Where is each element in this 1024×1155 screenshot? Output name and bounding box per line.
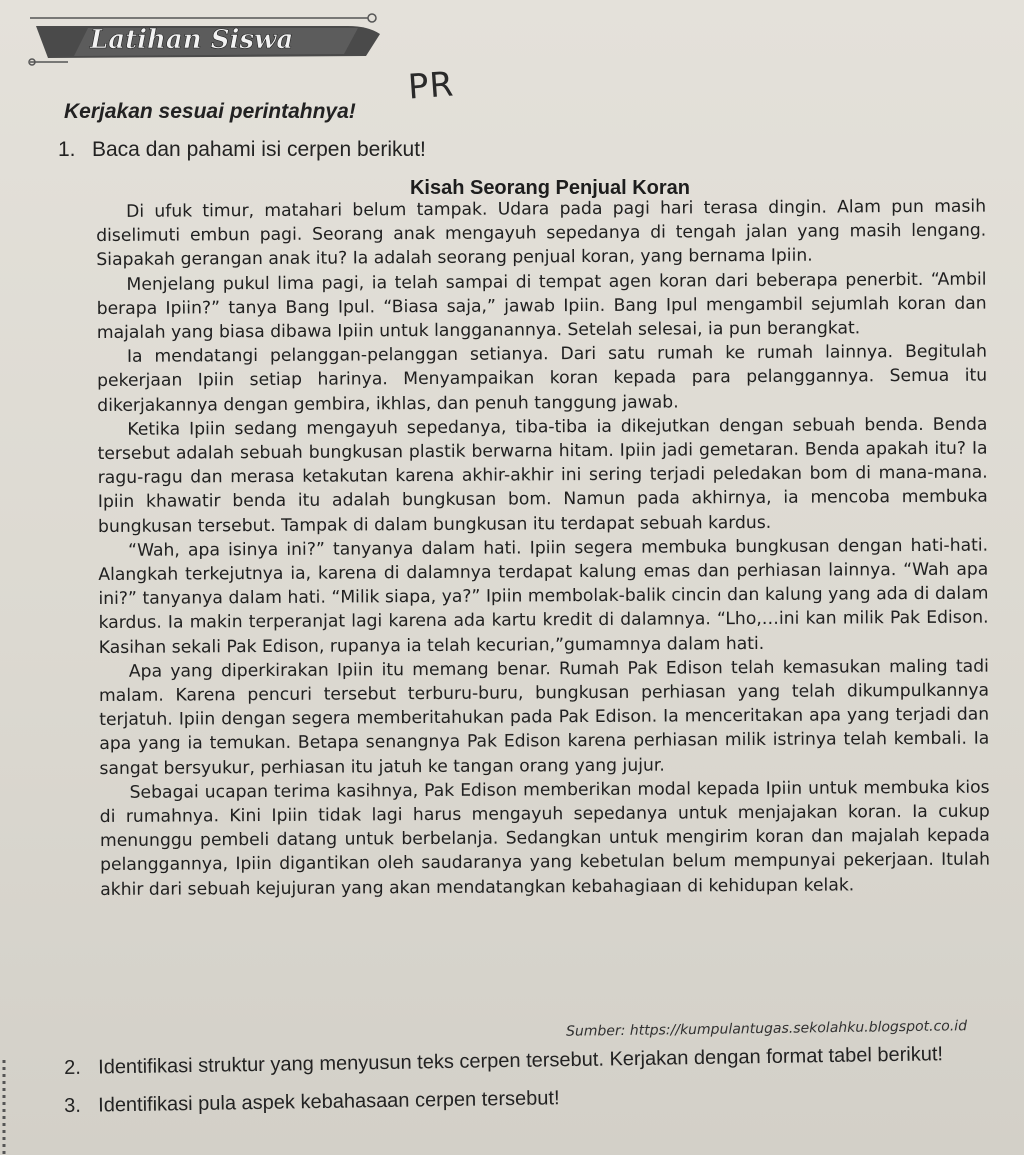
binding-edge-marks [0, 1060, 10, 1155]
question-3-text: Identifikasi pula aspek kebahasaan cerpen tersebut! [97, 1087, 560, 1117]
story-paragraph: “Wah, apa isinya ini?” tanyanya dalam hati. Ipiin segera membuka bungkusan dengan hati-hati. Alangkah terkejutnya ia, karena di dalamnya terdapat kalung emas dan perhiasan lainnya. “Wah apa ini?” tanyanya dalam hati. “Milik siapa, ya?” Ipiin membolak-balik cincin dan kalung yang ada di dalam kardus. Ia makin terperanjat lagi karena ada kartu kredit di dalamnya. “Lho,…ini kan milik Pak Edison. Kasihan sekali Pak Edison, rupanya ia telah kecurian,”gumamnya dalam hati. [98, 535, 989, 658]
question-3 [64, 1087, 560, 1118]
question-2 [64, 1043, 943, 1080]
story-paragraph: Ia mendatangi pelanggan-pelanggan setianya. Dari satu rumah ke rumah lainnya. Begitulah pekerjaan Ipiin setiap harinya. Menyampaikan koran kepada para pelanggannya. Semua itu dikerjakannya dengan gembira, ikhlas, dan penuh tanggung jawab. [97, 341, 988, 416]
question-1-text: Baca dan pahami isi cerpen berikut! [92, 138, 426, 161]
handwritten-note: PR [406, 64, 456, 108]
story-source: Sumber: https://kumpulantugas.sekolahku.blogspot.co.id [565, 1018, 968, 1040]
story-title: Kisah Seorang Penjual Koran [409, 177, 691, 199]
question-2-number: 2. [64, 1056, 82, 1079]
banner-title: Latihan Siswa [90, 25, 294, 55]
latihan-siswa-banner [28, 12, 388, 66]
question-2-text: Identifikasi struktur yang menyusun teks cerpen tersebut. Kerjakan dengan format tabel berikut! [97, 1043, 944, 1079]
story-paragraph: Ketika Ipiin sedang mengayuh sepedanya, tiba-tiba ia dikejutkan dengan sebuah benda. Benda tersebut adalah sebuah bungkusan plastik berwarna hitam. Ipiin jadi gemetaran. Benda apakah itu? Ia ragu-ragu dan merasa ketakutan karena akhir-akhir ini sering terjadi peledakan bom di mana-mana. Ipiin khawatir benda itu adalah bungkusan bom. Namun pada akhirnya, ia mencoba membuka bungkusan tersebut. Tampak di dalam bungkusan itu terdapat sebuah kardus. [97, 414, 988, 537]
question-3-number: 3. [64, 1094, 82, 1117]
story-paragraph: Di ufuk timur, matahari belum tampak. Udara pada pagi hari terasa dingin. Alam pun masih diselimuti embun pagi. Seorang anak mengayuh sepedanya di tengah jalan yang masih lengang. Siapakah gerangan anak itu? Ia adalah seorang penjual koran, yang bernama Ipiin. [96, 196, 987, 271]
story-paragraph: Menjelang pukul lima pagi, ia telah sampai di tempat agen koran dari beberapa penerbit. “Ambil berapa Ipiin?” tanya Bang Ipul. “Biasa saja,” jawab Ipiin. Bang Ipul mengambil sejumlah koran dan majalah yang biasa dibawa Ipiin untuk langganannya. Setelah selesai, ia pun berangkat. [96, 269, 987, 344]
question-1-number: 1. [58, 138, 76, 161]
story-paragraph: Sebagai ucapan terima kasihnya, Pak Edison memberikan modal kepada Ipiin untuk membuka kios di rumahnya. Kini Ipiin tidak lagi harus mengayuh sepedanya untuk menjajakan koran. Ia cukup menunggu pembeli datang untuk berbelanja. Sedangkan untuk mengirim koran dan majalah kepada pelanggannya, Ipiin digantikan oleh saudaranya yang kebetulan belum mempunyai pekerjaan. Itulah akhir dari sebuah kejujuran yang akan mendatangkan kebahagiaan di kehidupan kelak. [99, 777, 991, 900]
story-body [96, 195, 990, 902]
story-paragraph: Apa yang diperkirakan Ipiin itu memang benar. Rumah Pak Edison telah kemasukan maling tadi malam. Karena pencuri tersebut terburu-buru, bungkusan perhiasan yang telah dikumpulkannya terjatuh. Ipiin dengan segera memberitahukan pada Pak Edison. Ia menceritakan apa yang terjadi dan apa yang ia temukan. Betapa senangnya Pak Edison karena perhiasan milik istrinya telah kembali. Ia sangat bersyukur, perhiasan itu jatuh ke tangan orang yang jujur. [98, 656, 990, 779]
question-1 [58, 138, 426, 162]
instruction-heading: Kerjakan sesuai perintahnya! [64, 100, 356, 123]
bleed-through-texture [470, 4, 1010, 134]
